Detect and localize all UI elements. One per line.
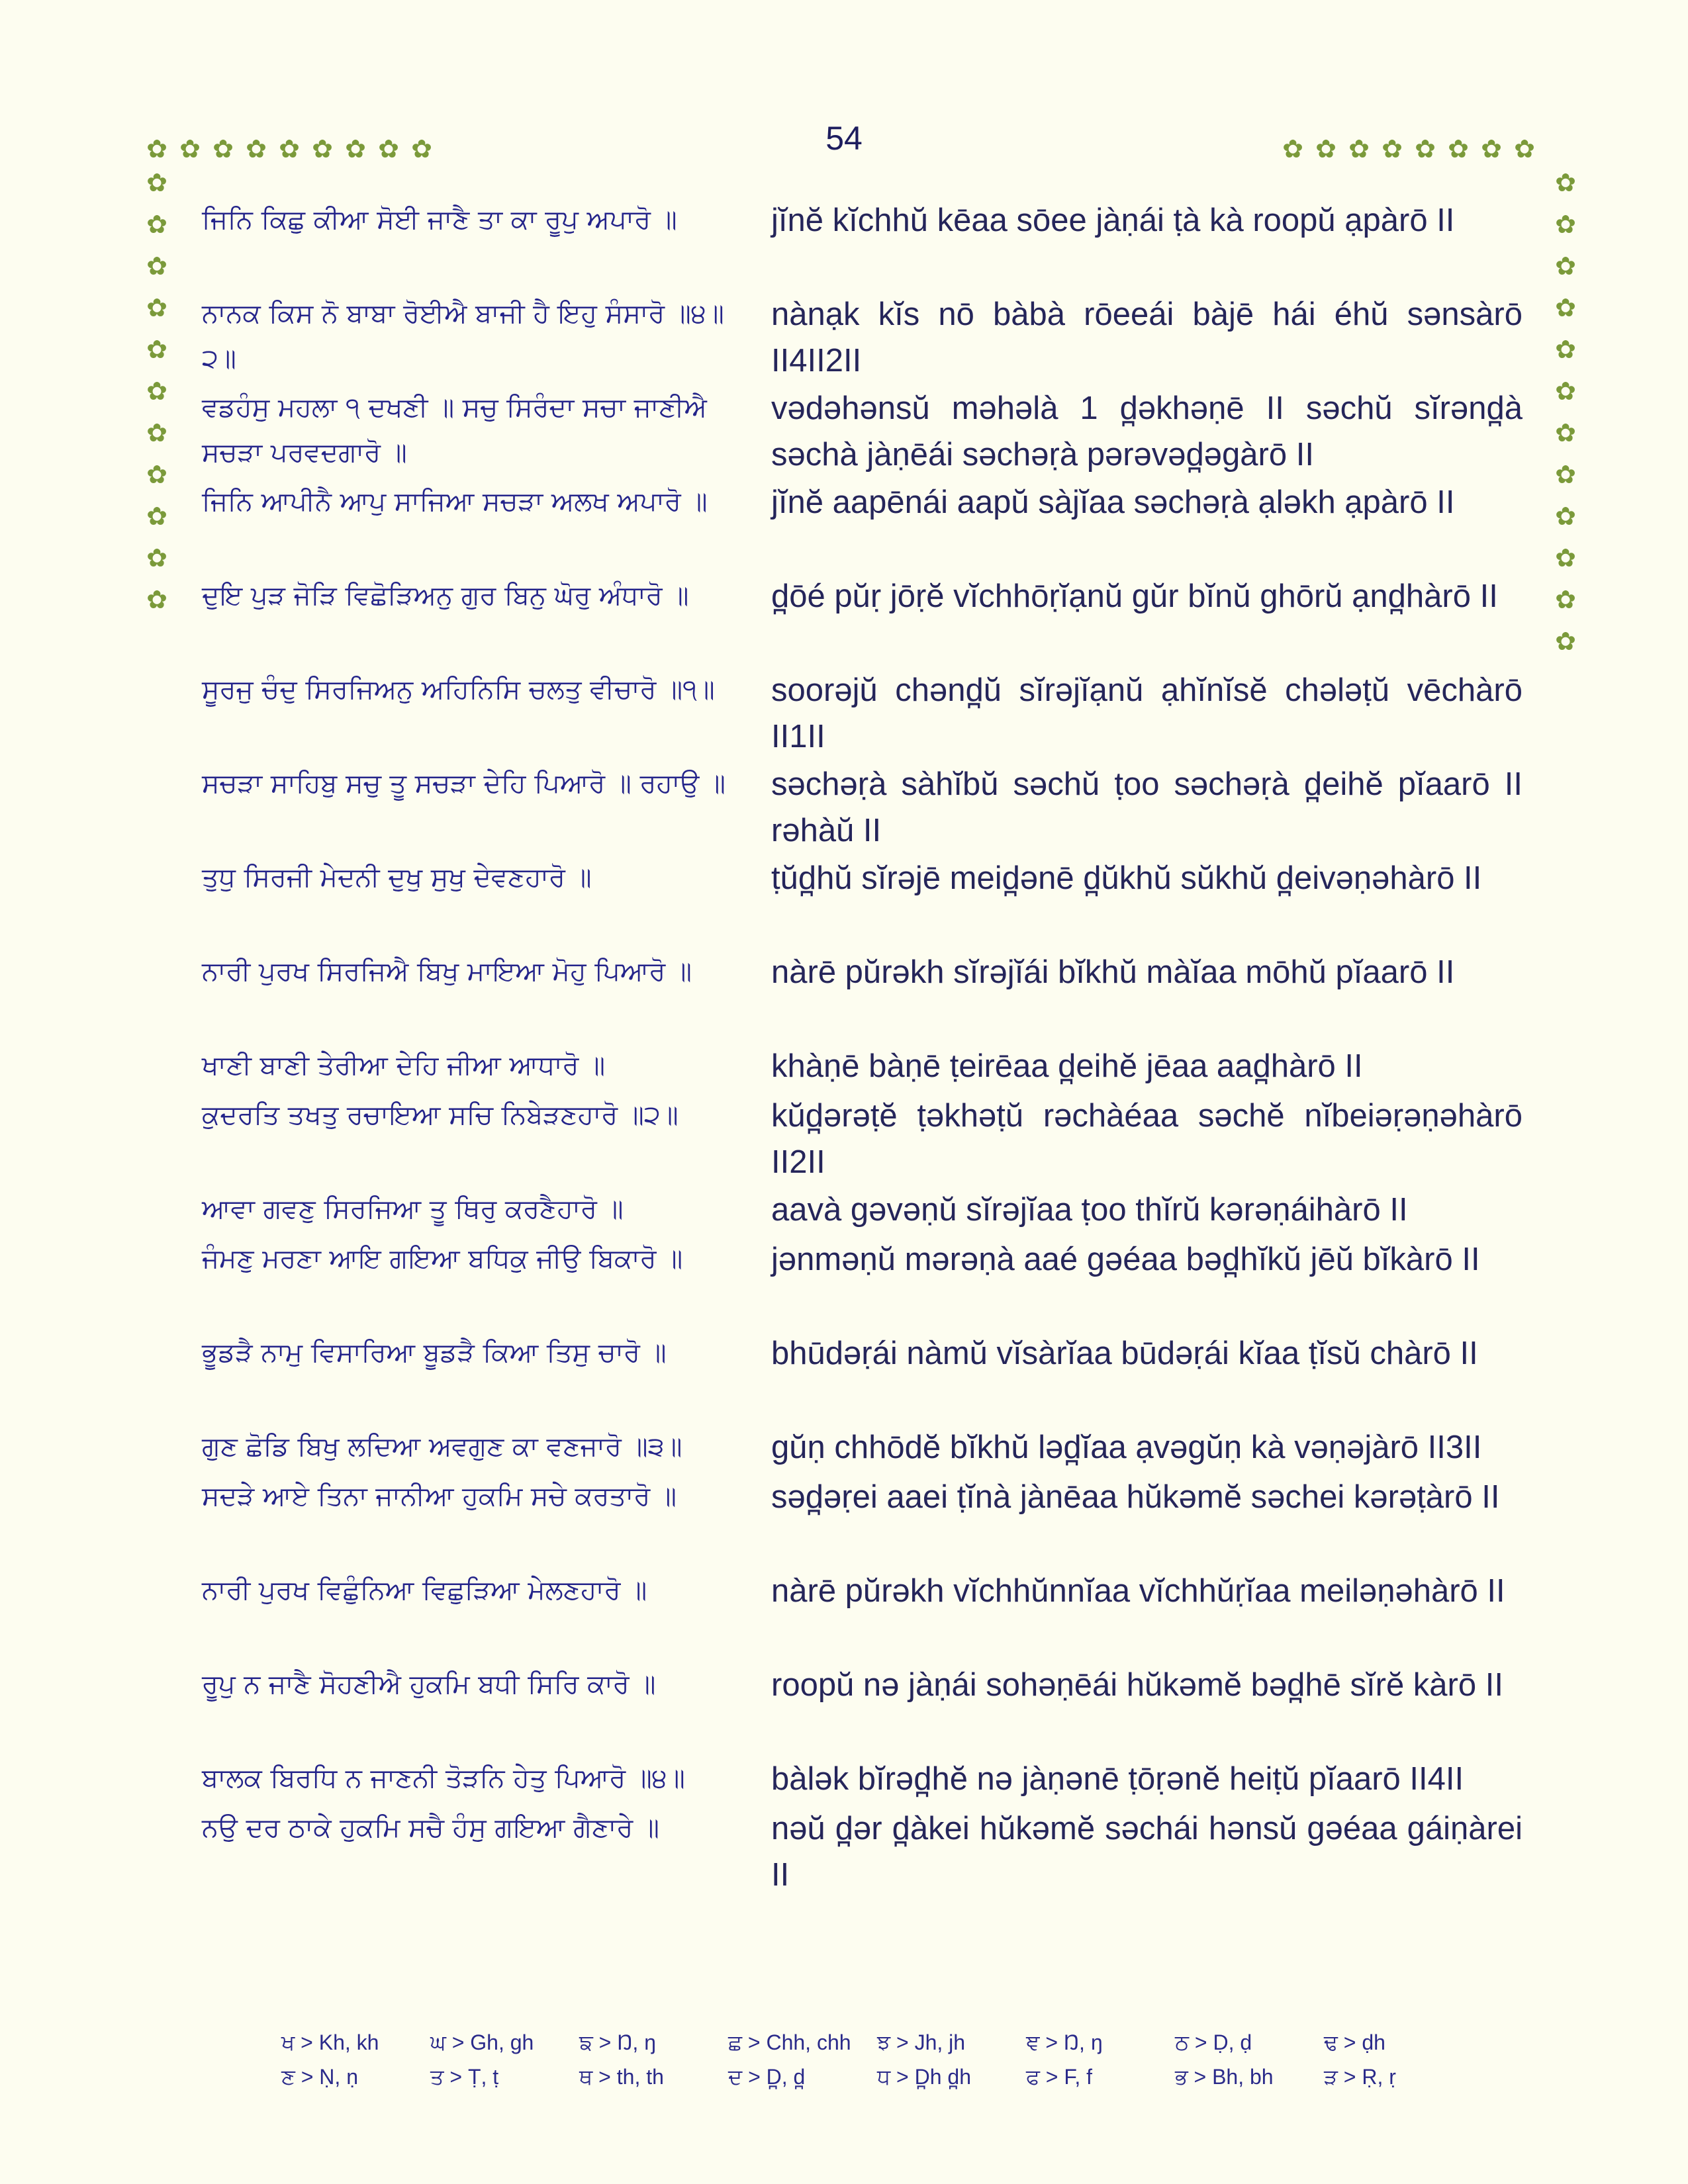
verse-row — [202, 1330, 1523, 1424]
flower-icon: ✿ — [1282, 134, 1303, 163]
flower-icon: ✿ — [146, 585, 167, 614]
legend-item: ਢ > ḍh — [1324, 2030, 1385, 2054]
verse-row — [202, 1187, 1523, 1236]
flower-icon: ✿ — [146, 134, 167, 163]
legend-item: ੜ > Ṛ, ṛ — [1324, 2065, 1396, 2089]
verse-row — [202, 1474, 1523, 1568]
legend-item: ਝ > Jh, jh — [877, 2030, 966, 2054]
flower-icon: ✿ — [246, 134, 267, 163]
flower-icon: ✿ — [1555, 418, 1576, 447]
transliteration-line: nàrē pŭrəkh sĭrəjĭái bĭkhŭ màĭaa mōhŭ pĭaarō II — [771, 954, 1455, 990]
verse-row — [202, 1424, 1523, 1474]
verse-row — [202, 479, 1523, 573]
flower-icon: ✿ — [146, 502, 167, 531]
verse-row — [202, 1805, 1523, 1899]
verse-row — [202, 1662, 1523, 1756]
flower-icon: ✿ — [146, 293, 167, 322]
transliteration-line: d̪ōé pŭṛ jōṛĕ vĭchhōṛĭạnŭ gŭr bĭnŭ ghōrŭ ạnd̪hàrō II — [771, 578, 1498, 614]
transliteration-line: vədəhənsŭ məhəlà 1 d̪əkhəṇē II səchŭ sĭrənd̪à səchà jàṇēái səchəṛà pərəvəd̪əgàrō II — [771, 390, 1523, 473]
verse-row — [202, 197, 1523, 291]
flower-icon: ✿ — [1415, 134, 1436, 163]
legend-item: ਘ > Gh, gh — [430, 2030, 534, 2054]
gurmukhi-line: ਨਾਰੀ ਪੁਰਖ ਸਿਰਜਿਐ ਬਿਖੁ ਮਾਇਆ ਮੋਹੁ ਪਿਆਰੋ ॥ — [202, 956, 692, 987]
gurmukhi-line: ਭੂਡੜੈ ਨਾਮੁ ਵਿਸਾਰਿਆ ਬੂਡੜੈ ਕਿਆ ਤਿਸੁ ਚਾਰੋ ॥ — [202, 1338, 667, 1368]
flower-icon: ✿ — [345, 134, 366, 163]
verse-row — [202, 291, 1523, 385]
flower-icon: ✿ — [179, 134, 201, 163]
legend-item: ਤ > Ṭ, ṭ — [430, 2065, 499, 2089]
gurmukhi-line: ਸਚੜਾ ਸਾਹਿਬੁ ਸਚੁ ਤੂ ਸਚੜਾ ਦੇਹਿ ਪਿਆਰੋ ॥ ਰਹਾਉ ॥ — [202, 768, 726, 799]
transliteration-line: gŭṇ chhōdĕ bĭkhŭ ləd̪ĭaa ạvəgŭṇ kà vəṇəjàrō II3II — [771, 1430, 1482, 1465]
flower-icon: ✿ — [146, 335, 167, 364]
verse-row — [202, 1568, 1523, 1662]
transliteration-line: səchəṛà sàhĭbŭ səchŭ ṭoo səchəṛà d̪eihĕ pĭaarō II rəhàŭ II — [771, 766, 1523, 848]
gurmukhi-line: ਵਡਹੰਸੁ ਮਹਲਾ ੧ ਦਖਣੀ ॥ ਸਚੁ ਸਿਰੰਦਾ ਸਚਾ ਜਾਣੀਐ ਸਚੜਾ ਪਰਵਦਗਾਰੋ ॥ — [202, 392, 707, 468]
transliteration-line: soorəjŭ chənd̪ŭ sĭrəjĭạnŭ ạhĭnĭsĕ chələṭŭ vēchàrō II1II — [771, 672, 1523, 754]
verse-row — [202, 761, 1523, 855]
flower-icon: ✿ — [146, 418, 167, 447]
transliteration-legend — [281, 2030, 1473, 2099]
page-number: 54 — [825, 120, 863, 157]
flower-icon: ✿ — [312, 134, 333, 163]
legend-item: ਣ > Ṇ, ṇ — [281, 2065, 358, 2089]
verse-row — [202, 1236, 1523, 1330]
legend-row — [281, 2065, 1473, 2099]
gurmukhi-line: ਜੰਮਣੁ ਮਰਣਾ ਆਇ ਗਇਆ ਬਧਿਕੁ ਜੀਉ ਬਿਕਾਰੋ ॥ — [202, 1244, 683, 1274]
flower-icon: ✿ — [1348, 134, 1370, 163]
top-left-ornament — [140, 132, 438, 165]
flower-icon: ✿ — [1555, 168, 1576, 197]
legend-item: ਭ > Bh, bh — [1175, 2065, 1274, 2089]
transliteration-line: ṭŭd̪hŭ sĭrəjē meid̪ənē d̪ŭkhŭ sŭkhŭ d̪eivəṇəhàrō II — [771, 860, 1482, 896]
gurmukhi-line: ਨਾਨਕ ਕਿਸ ਨੋ ਬਾਬਾ ਰੋਈਐ ਬਾਜੀ ਹੈ ਇਹੁ ਸੰਸਾਰੋ ॥੪॥੨॥ — [202, 298, 724, 374]
flower-icon: ✿ — [212, 134, 234, 163]
transliteration-line: nàrē pŭrəkh vĭchhŭnnĭaa vĭchhŭṛĭaa meiləṇəhàrō II — [771, 1573, 1505, 1609]
transliteration-line: səd̪əṛei aaei ṭĭnà jànēaa hŭkəmĕ səchei kərəṭàrō II — [771, 1479, 1500, 1515]
gurmukhi-line: ਬਾਲਕ ਬਿਰਧਿ ਨ ਜਾਣਨੀ ਤੋੜਨਿ ਹੇਤੁ ਪਿਆਰੋ ॥੪॥ — [202, 1763, 685, 1794]
gurmukhi-line: ਜਿਨਿ ਕਿਛੁ ਕੀਆ ਸੋਈ ਜਾਣੈ ਤਾ ਕਾ ਰੂਪੁ ਅਪਾਰੋ ॥ — [202, 205, 677, 235]
right-border-ornament — [1549, 162, 1582, 662]
flower-icon: ✿ — [146, 168, 167, 197]
verse-row — [202, 573, 1523, 667]
verse-row — [202, 855, 1523, 949]
transliteration-line: nəŭ d̪ər d̪àkei hŭkəmĕ səchái hənsŭ gəéaa gáiṇàrei II — [771, 1811, 1523, 1893]
transliteration-line: aavà gəvəṇŭ sĭrəjĭaa ṭoo thĭrŭ kərəṇáihàrō II — [771, 1192, 1408, 1228]
gurmukhi-line: ਜਿਨਿ ਆਪੀਨੈ ਆਪੁ ਸਾਜਿਆ ਸਚੜਾ ਅਲਖ ਅਪਾਰੋ ॥ — [202, 486, 708, 517]
flower-icon: ✿ — [1448, 134, 1469, 163]
flower-icon: ✿ — [146, 460, 167, 489]
transliteration-line: jənməṇŭ mərəṇà aaé gəéaa bəd̪hĭkŭ jēŭ bĭkàrō II — [771, 1242, 1480, 1277]
top-right-ornament — [1276, 132, 1541, 165]
flower-icon: ✿ — [279, 134, 300, 163]
flower-icon: ✿ — [1555, 293, 1576, 322]
transliteration-line: kŭd̪ərəṭĕ ṭəkhəṭŭ rəchàéaa səchĕ nĭbeiəṛəṇəhàrō II2II — [771, 1098, 1523, 1180]
flower-icon: ✿ — [1555, 543, 1576, 572]
gurmukhi-line: ਸਦੜੇ ਆਏ ਤਿਨਾ ਜਾਨੀਆ ਹੁਕਮਿ ਸਚੇ ਕਰਤਾਰੋ ॥ — [202, 1481, 677, 1512]
legend-row — [281, 2030, 1473, 2065]
flower-icon: ✿ — [1555, 627, 1576, 656]
flower-icon: ✿ — [1555, 460, 1576, 489]
flower-icon: ✿ — [1555, 585, 1576, 614]
gurmukhi-line: ਆਵਾ ਗਵਣੁ ਸਿਰਜਿਆ ਤੂ ਥਿਰੁ ਕਰਣੈਹਾਰੋ ॥ — [202, 1194, 624, 1224]
gurmukhi-line: ਸੂਰਜੁ ਚੰਦੁ ਸਿਰਜਿਅਨੁ ਅਹਿਨਿਸਿ ਚਲਤੁ ਵੀਚਾਰੋ ॥੧॥ — [202, 674, 715, 705]
legend-item: ਫ > F, f — [1026, 2065, 1093, 2089]
gurmukhi-line: ਨਉ ਦਰ ਠਾਕੇ ਹੁਕਮਿ ਸਚੈ ਹੰਸੁ ਗਇਆ ਗੈਣਾਰੇ ॥ — [202, 1813, 659, 1843]
legend-item: ਞ > Ŋ, ŋ — [1026, 2030, 1103, 2054]
legend-item: ਙ > Ŋ, ŋ — [579, 2030, 656, 2054]
gurmukhi-line: ਤੁਧੁ ਸਿਰਜੀ ਮੇਦਨੀ ਦੁਖੁ ਸੁਖੁ ਦੇਵਣਹਾਰੋ ॥ — [202, 862, 592, 893]
flower-icon: ✿ — [1382, 134, 1403, 163]
legend-item: ਥ > th, th — [579, 2065, 664, 2089]
flower-icon: ✿ — [1555, 251, 1576, 281]
flower-icon: ✿ — [1481, 134, 1502, 163]
flower-icon: ✿ — [1555, 377, 1576, 406]
verse-row — [202, 385, 1523, 479]
gurmukhi-line: ਨਾਰੀ ਪੁਰਖ ਵਿਛੁੰਨਿਆ ਵਿਛੁੜਿਆ ਮੇਲਣਹਾਰੋ ॥ — [202, 1575, 647, 1606]
verse-row — [202, 667, 1523, 761]
transliteration-line: bàlək bĭrəd̪hĕ nə jàṇənē ṭōṛənĕ heiṭŭ pĭaarō II4II — [771, 1761, 1464, 1797]
legend-item: ਖ > Kh, kh — [281, 2030, 379, 2054]
verse-row — [202, 1043, 1523, 1093]
verse-row — [202, 949, 1523, 1043]
flower-icon: ✿ — [378, 134, 399, 163]
transliteration-line: nànạk kĭs nō bàbà rōeeái bàjē hái éhŭ sənsàrō II4II2II — [771, 296, 1523, 379]
legend-item: ਛ > Chh, chh — [728, 2030, 851, 2054]
flower-icon: ✿ — [1555, 210, 1576, 239]
transliteration-line: roopŭ nə jàṇái sohəṇēái hŭkəmĕ bəd̪hē sĭrĕ kàrō II — [771, 1667, 1503, 1703]
gurmukhi-line: ਰੂਪੁ ਨ ਜਾਣੈ ਸੋਹਣੀਐ ਹੁਕਮਿ ਬਧੀ ਸਿਰਿ ਕਾਰੋ ॥ — [202, 1669, 656, 1700]
transliteration-line: jĭnĕ aapēnái aapŭ sàjĭaa səchəṛà ạləkh ạpàrō II — [771, 484, 1455, 520]
verse-row — [202, 1756, 1523, 1805]
gurmukhi-line: ਗੁਣ ਛੋਡਿ ਬਿਖੁ ਲਦਿਆ ਅਵਗੁਣ ਕਾ ਵਣਜਾਰੋ ॥੩॥ — [202, 1432, 682, 1462]
flower-icon: ✿ — [1315, 134, 1336, 163]
gurmukhi-line: ਦੁਇ ਪੁੜ ਜੋੜਿ ਵਿਛੋੜਿਅਨੁ ਗੁਰ ਬਿਨੁ ਘੋਰੁ ਅੰਧਾਰੋ ॥ — [202, 580, 689, 611]
transliteration-line: bhūdəṛái nàmŭ vĭsàrĭaa būdəṛái kĭaa ṭĭsŭ chàrō II — [771, 1336, 1478, 1371]
legend-item: ਧ > D̪h d̪h — [877, 2065, 972, 2089]
legend-item: ਦ > D̪, d̪ — [728, 2065, 806, 2089]
flower-icon: ✿ — [1514, 134, 1535, 163]
left-border-ornament — [140, 162, 173, 621]
flower-icon: ✿ — [146, 251, 167, 281]
flower-icon: ✿ — [1555, 502, 1576, 531]
legend-item: ਠ > Ḍ, ḍ — [1175, 2030, 1252, 2054]
transliteration-line: jĭnĕ kĭchhŭ kēaa sōee jàṇái ṭà kà roopŭ ạpàrō II — [771, 203, 1455, 238]
flower-icon: ✿ — [146, 543, 167, 572]
flower-icon: ✿ — [411, 134, 432, 163]
flower-icon: ✿ — [1555, 335, 1576, 364]
flower-icon: ✿ — [146, 377, 167, 406]
gurmukhi-line: ਕੁਦਰਤਿ ਤਖਤੁ ਰਚਾਇਆ ਸਚਿ ਨਿਬੇੜਣਹਾਰੋ ॥੨॥ — [202, 1100, 679, 1130]
verse-table — [202, 197, 1523, 1899]
verse-row — [202, 1093, 1523, 1187]
gurmukhi-line: ਖਾਣੀ ਬਾਣੀ ਤੇਰੀਆ ਦੇਹਿ ਜੀਆ ਆਧਾਰੋ ॥ — [202, 1050, 606, 1081]
transliteration-line: khàṇē bàṇē ṭeirēaa d̪eihĕ jēaa aad̪hàrō II — [771, 1048, 1363, 1084]
flower-icon: ✿ — [146, 210, 167, 239]
